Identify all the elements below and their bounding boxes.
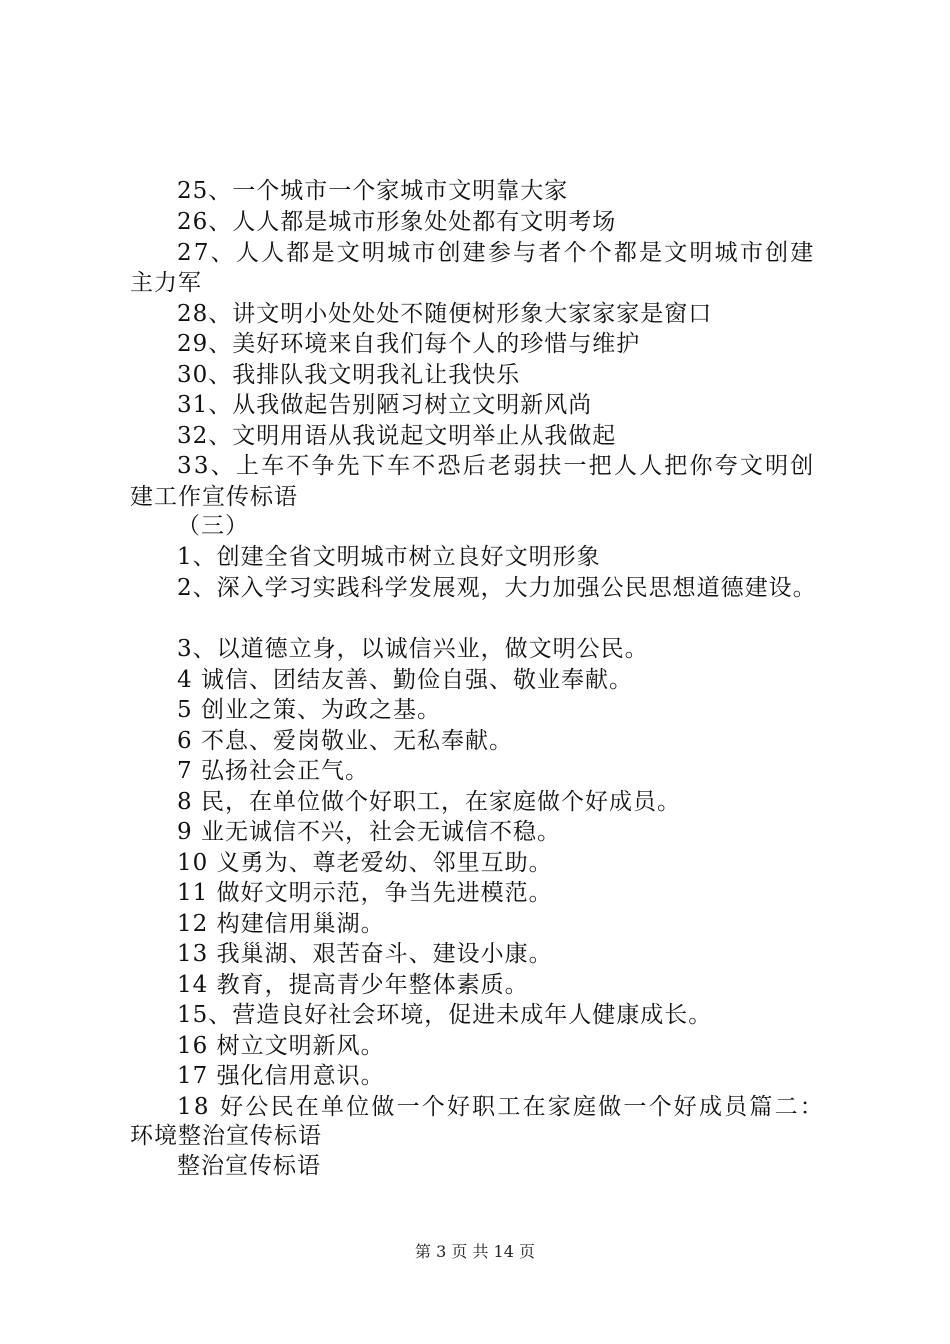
text-line: 12 构建信用巢湖。 [177, 911, 385, 937]
text-line: 环境整治宣传标语 [130, 1123, 322, 1149]
text-line: 27、人人都是文明城市创建参与者个个都是文明城市创建 [177, 240, 816, 266]
text-line: 16 树立文明新风。 [177, 1033, 385, 1059]
text-line: 2、深入学习实践科学发展观，大力加强公民思想道德建设。 [177, 575, 817, 601]
text-line: 29、美好环境来自我们每个人的珍惜与维护 [177, 331, 641, 357]
text-line: 17 强化信用意识。 [177, 1063, 385, 1089]
text-line: 14 教育，提高青少年整体素质。 [177, 972, 529, 998]
text-line: 4 诚信、团结友善、勤俭自强、敬业奉献。 [177, 667, 633, 693]
text-line: 11 做好文明示范，争当先进模范。 [177, 880, 553, 906]
text-line: 13 我巢湖、艰苦奋斗、建设小康。 [177, 941, 553, 967]
text-line: 33、上车不争先下车不恐后老弱扶一把人人把你夸文明创 [177, 453, 816, 479]
text-line: 28、讲文明小处处处不随便树形象大家家家是窗口 [177, 301, 713, 327]
text-line: 9 业无诚信不兴，社会无诚信不稳。 [177, 819, 561, 845]
text-line: 26、人人都是城市形象处处都有文明考场 [177, 209, 617, 235]
text-line: 25、一个城市一个家城市文明靠大家 [177, 178, 569, 204]
text-line: 整治宣传标语 [177, 1153, 321, 1179]
text-line: 1、创建全省文明城市树立良好文明形象 [177, 544, 601, 570]
text-line: 5 创业之策、为政之基。 [177, 697, 441, 723]
text-line: 主力军 [130, 270, 202, 296]
text-line: 6 不息、爱岗敬业、无私奉献。 [177, 728, 513, 754]
text-line: 建工作宣传标语 [130, 484, 298, 510]
text-line: 31、从我做起告别陋习树立文明新风尚 [177, 392, 593, 418]
text-line: 10 义勇为、尊老爱幼、邻里互助。 [177, 850, 553, 876]
section-heading: （三） [177, 513, 249, 539]
text-line: 30、我排队我文明我礼让我快乐 [177, 362, 521, 388]
text-line: 8 民，在单位做个好职工，在家庭做个好成员。 [177, 789, 681, 815]
text-line: 15、营造良好社会环境，促进未成年人健康成长。 [177, 1002, 713, 1028]
text-line: 32、文明用语从我说起文明举止从我做起 [177, 423, 617, 449]
text-line: 7 弘扬社会正气。 [177, 758, 369, 784]
text-line: 3、以道德立身，以诚信兴业，做文明公民。 [177, 636, 649, 662]
page-number-footer: 第 3 页 共 14 页 [415, 1242, 535, 1261]
text-line: 18 好公民在单位做一个好职工在家庭做一个好成员篇二： [177, 1094, 825, 1120]
